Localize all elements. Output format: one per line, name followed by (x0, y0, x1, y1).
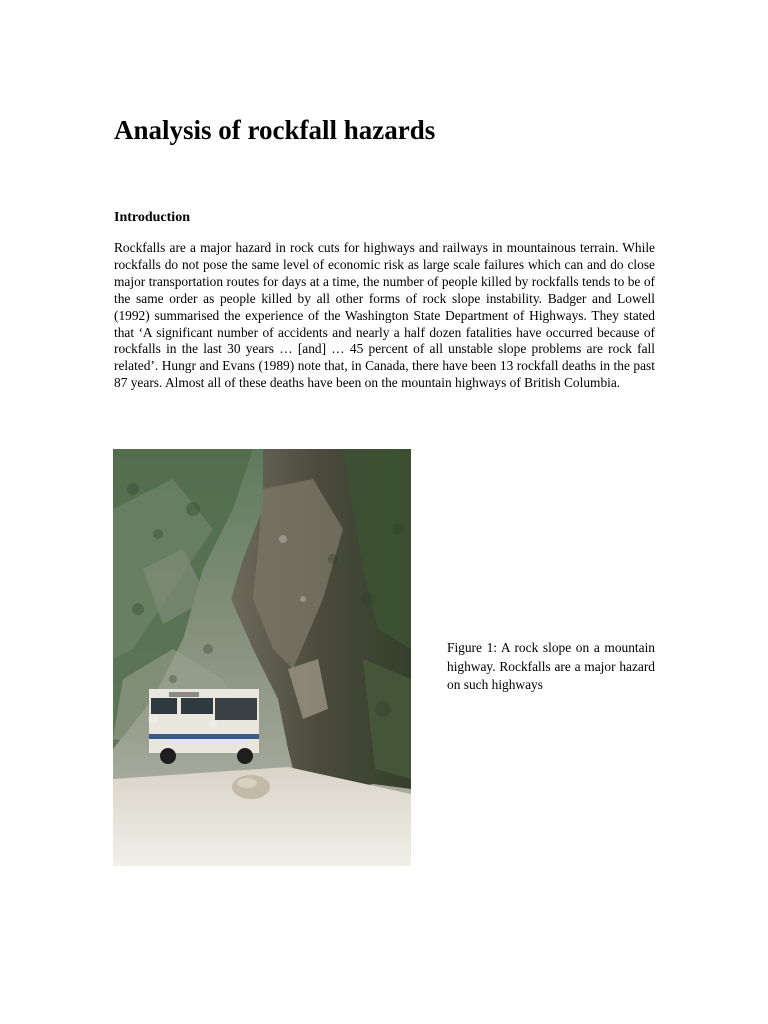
document-title: Analysis of rockfall hazards (114, 115, 436, 145)
introduction-paragraph: Rockfalls are a major hazard in rock cuts for highways and railways in mountainous terrain. While rockfalls do not pose the same level of economic risk as large scale failures which can and do close major transportation routes for days at a time, the number of people killed by rockfalls tends to be of the same order as people killed by all other forms of rock slope instability. Badger and Lowell (1992) summarised the experience of the Washington State Department of Highways. They stated that ‘A significant number of accidents and nearly a half dozen fatalities have occurred because of rockfalls in the last 30 years … [and] … 45 percent of all unstable slope problems are rock fall related’. Hungr and Evans (1989) note that, in Canada, there have been 13 rockfall deaths in the past 87 years. Almost all of these deaths have been on the mountain highways of British Columbia. (114, 240, 655, 391)
bus-illustration (149, 689, 259, 764)
section-heading: Introduction (114, 210, 190, 225)
rockfall-photo (113, 449, 411, 866)
figure-caption: Figure 1: A rock slope on a mountain highway. Rockfalls are a major hazard on such highways (447, 640, 655, 692)
